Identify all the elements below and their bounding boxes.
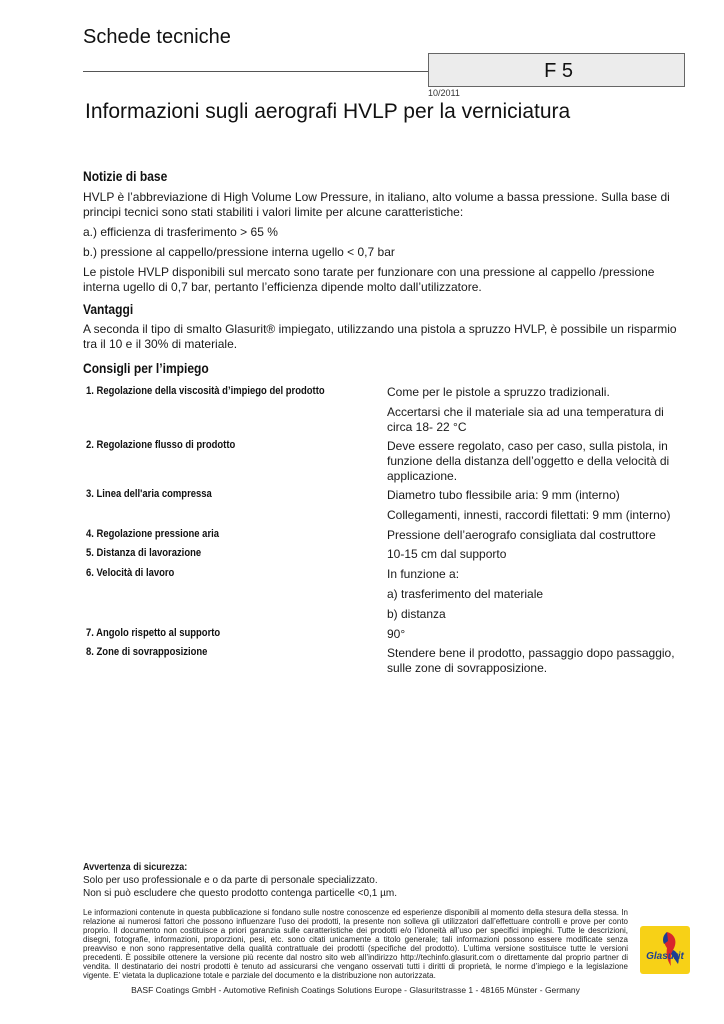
advice-row-label: 5. Distanza di lavorazione — [86, 547, 202, 559]
section-heading-advantages: Vantaggi — [83, 301, 134, 317]
advice-row-label: 8. Zone di sovrapposizione — [86, 646, 208, 658]
safety-line-2: Non si può escludere che questo prodotto contenga particelle <0,1 µm. — [83, 888, 398, 899]
advice-row-value: Stendere bene il prodotto, passaggio dopo passaggio, sulle zone di sovrapposizione. — [387, 646, 675, 675]
document-date: 10/2011 — [428, 88, 460, 98]
safety-line-1: Solo per uso professionale e o da parte di personale specializzato. — [83, 875, 378, 886]
header-divider — [83, 71, 429, 72]
glasurit-logo — [640, 926, 690, 974]
main-title: Informazioni sugli aerografi HVLP per la verniciatura — [85, 100, 571, 123]
legal-disclaimer: Le informazioni contenute in questa pubblicazione si fondano sulle nostre conoscenze ed esperienze disponibili al momento della stesura della stessa. In relazione ai numerosi fattori che possono influenzare l’uso dei prodotti, la presente non solleva gli utilizzatori dall’effettuare controlli e prove per conto proprio. Il documento non costituisce a priori garanzia sulle caratteristiche dei prodotti e/o l’idoneità all’uso per specifici impieghi. Tutte le descrizioni, disegni, fotografie, informazioni, proporzioni, pesi, etc. sono citati unicamente a titolo generale; tali informazioni possono essere modificate senza preavviso e non sono rappresentative della qualità contrattuale dei prodotti (specifiche del prodotto). L’ultima versione sostituisce tutte le versioni precedenti. È possibile ottenere la versione più recente dal nostro sito web all’indirizzo http://techinfo.glasurit.com o direttamente dal proprio partner di vendita. Il destinatario dei nostri prodotti è tenuto ad assicurarsi che vengano osservati tutti i diritti di proprietà, le norme d’impiego e la legislazione vigente. E’ vietata la duplicazione totale e parziale del documento e la distribuzione non autorizzata. — [83, 908, 628, 980]
advice-row-label: 4. Regolazione pressione aria — [86, 528, 220, 540]
advice-row-label: 1. Regolazione della viscosità d’impiego del prodotto — [86, 385, 325, 397]
advice-row-value: Diametro tubo flessibile aria: 9 mm (interno) — [387, 488, 620, 502]
advantages-paragraph: A seconda il tipo di smalto Glasurit® impiegato, utilizzando una pistola a spruzzo HVLP, è possibile un risparmio tra il 10 e il 30% di materiale. — [83, 322, 677, 351]
advice-row-label: 6. Velocità di lavoro — [86, 567, 175, 579]
company-footer: BASF Coatings GmbH - Automotive Refinish Coatings Solutions Europe - Glasuritstrasse 1 - 48165 Münster - Germany — [131, 985, 580, 995]
advice-row-value: Accertarsi che il materiale sia ad una temperatura di circa 18- 22 °C — [387, 405, 664, 434]
basics-paragraph-1: HVLP è l’abbreviazione di High Volume Low Pressure, in italiano, alto volume a bassa pressione. Sulla base di principi tecnici sono stati stabiliti i valori limite per alcune caratteristiche: — [83, 190, 670, 219]
section-heading-advice: Consigli per l’impiego — [83, 360, 209, 376]
logo-text: Glasurit — [646, 951, 684, 962]
advice-row-value: Come per le pistole a spruzzo tradizionali. — [387, 385, 610, 399]
advice-row-value: 10-15 cm dal supporto — [387, 547, 507, 561]
document-code-box — [428, 53, 685, 87]
advice-row-label: 7. Angolo rispetto al supporto — [86, 627, 221, 639]
section-heading-basics: Notizie di base — [83, 168, 168, 184]
advice-row-value: a) trasferimento del materiale — [387, 587, 544, 601]
basics-paragraph-3: b.) pressione al cappello/pressione interna ugello < 0,7 bar — [83, 245, 395, 259]
basics-paragraph-2: a.) efficienza di trasferimento > 65 % — [83, 225, 278, 239]
logo-background — [640, 926, 690, 974]
advice-row-value: Pressione dell’aerografo consigliata dal costruttore — [387, 528, 656, 542]
advice-row-value: Collegamenti, innesti, raccordi filettati: 9 mm (interno) — [387, 508, 671, 522]
header-title: Schede tecniche — [83, 26, 231, 48]
safety-heading: Avvertenza di sicurezza: — [83, 862, 188, 873]
advice-row-label: 3. Linea dell'aria compressa — [86, 488, 212, 500]
advice-row-value: Deve essere regolato, caso per caso, sulla pistola, in funzione della distanza dell’oggetto e della velocità di applicazione. — [387, 439, 670, 483]
advice-row-value: 90° — [387, 627, 406, 641]
advice-row-value: b) distanza — [387, 607, 446, 621]
advice-row-label: 2. Regolazione flusso di prodotto — [86, 439, 236, 451]
basics-paragraph-4: Le pistole HVLP disponibili sul mercato sono tarate per funzionare con una pressione al cappello /pressione interna ugello di 0,7 bar, pertanto l’efficienza dipende molto dall’utilizzatore. — [83, 265, 655, 294]
document-code: F 5 — [544, 60, 573, 82]
advice-row-value: In funzione a: — [387, 567, 460, 581]
